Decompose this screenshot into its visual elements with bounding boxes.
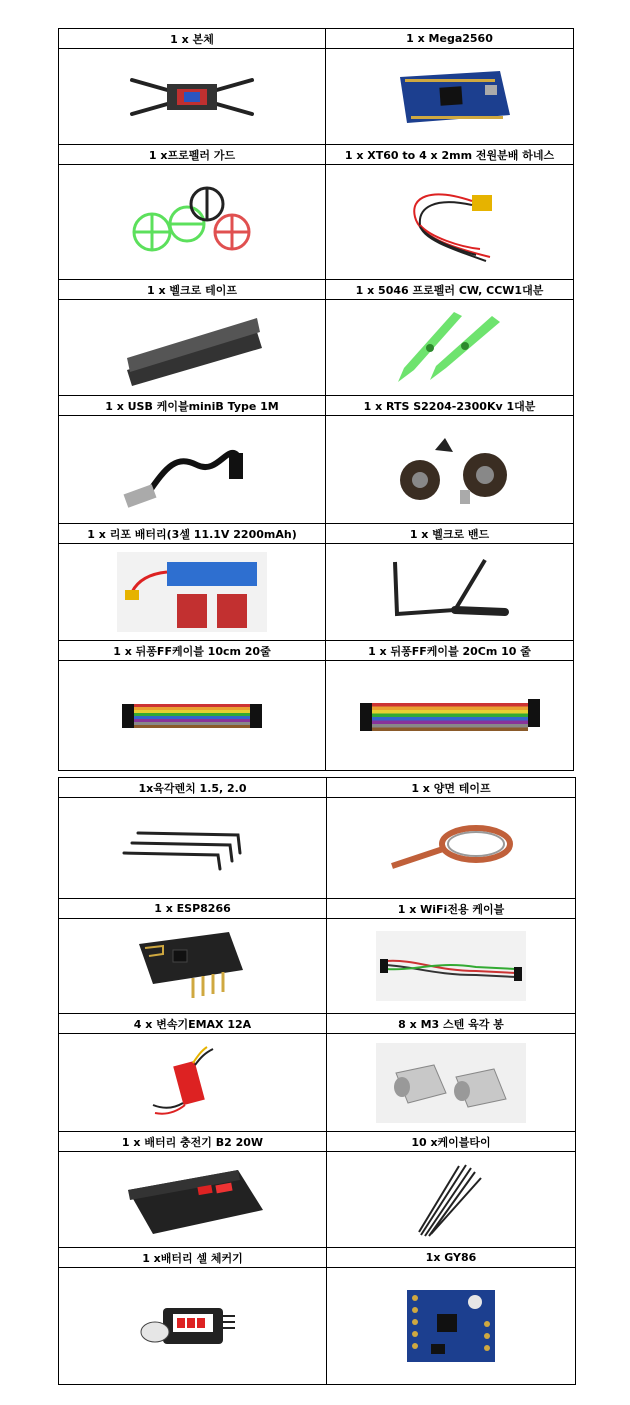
part-label: 1 x Mega2560	[326, 29, 574, 49]
part-image-cell	[59, 300, 326, 396]
esp8266-module-icon	[133, 926, 253, 1006]
part-label: 1 x 뒤퐁FF케이블 10cm 20줄	[59, 641, 326, 661]
part-label: 1 x RTS S2204-2300Kv 1대분	[326, 396, 574, 416]
part-label: 4 x 변속기EMAX 12A	[59, 1014, 327, 1034]
part-label: 1 x 배터리 충전기 B2 20W	[59, 1132, 327, 1152]
gy86-sensor-icon	[401, 1284, 501, 1368]
part-image-cell	[327, 1152, 576, 1248]
part-image-cell	[59, 661, 326, 771]
part-image-cell	[59, 1034, 327, 1132]
wifi-cable-icon	[376, 931, 526, 1001]
part-image-cell	[59, 544, 326, 641]
part-image-cell	[326, 416, 574, 524]
propeller-icon	[390, 308, 510, 388]
velcro-tape-icon	[117, 308, 267, 388]
lipo-battery-icon	[117, 552, 267, 632]
part-image-cell	[326, 661, 574, 771]
dupont-cable-icon	[122, 696, 262, 736]
double-sided-tape-icon	[386, 818, 516, 878]
part-label: 1x육각렌치 1.5, 2.0	[59, 778, 327, 798]
part-image-cell	[327, 1034, 576, 1132]
quadcopter-frame-icon	[122, 62, 262, 132]
usb-cable-icon	[117, 425, 267, 515]
esc-icon	[143, 1043, 243, 1123]
part-label: 1 x배터리 셀 체커기	[59, 1248, 327, 1268]
part-label: 1 x ESP8266	[59, 899, 327, 919]
part-image-cell	[59, 165, 326, 280]
part-label: 1 x 벨크로 테이프	[59, 280, 326, 300]
part-image-cell	[59, 1268, 327, 1385]
part-image-cell	[326, 300, 574, 396]
part-label: 10 x케이블타이	[327, 1132, 576, 1152]
part-label: 1 x 벨크로 밴드	[326, 524, 574, 544]
hex-wrench-icon	[118, 823, 268, 873]
part-image-cell	[326, 49, 574, 145]
part-image-cell	[327, 798, 576, 899]
part-label: 1 x프로펠러 가드	[59, 145, 326, 165]
dupont-cable-wide-icon	[360, 695, 540, 737]
part-image-cell	[326, 544, 574, 641]
part-label: 1 x XT60 to 4 x 2mm 전원분배 하네스	[326, 145, 574, 165]
power-harness-icon	[390, 177, 510, 267]
part-label: 1 x 본체	[59, 29, 326, 49]
cable-tie-icon	[411, 1160, 491, 1240]
part-image-cell	[59, 49, 326, 145]
part-label: 1 x 리포 배터리(3셀 11.1V 2200mAh)	[59, 524, 326, 544]
battery-charger-icon	[118, 1160, 268, 1240]
part-label: 1 x WiFi전용 케이블	[327, 899, 576, 919]
part-image-cell	[326, 165, 574, 280]
part-label: 1 x USB 케이블miniB Type 1M	[59, 396, 326, 416]
part-image-cell	[59, 416, 326, 524]
part-image-cell	[327, 919, 576, 1014]
part-label: 1x GY86	[327, 1248, 576, 1268]
cell-checker-icon	[123, 1286, 263, 1366]
velcro-band-icon	[385, 552, 515, 632]
mega2560-board-icon	[385, 67, 515, 127]
part-image-cell	[59, 919, 327, 1014]
part-label: 1 x 양면 테이프	[327, 778, 576, 798]
part-label: 1 x 5046 프로펠러 CW, CCW1대분	[326, 280, 574, 300]
part-image-cell	[59, 798, 327, 899]
propeller-guard-icon	[122, 182, 262, 262]
brushless-motor-icon	[375, 430, 525, 510]
part-image-cell	[59, 1152, 327, 1248]
parts-table-2	[58, 777, 576, 1385]
parts-table-1	[58, 28, 574, 771]
part-image-cell	[327, 1268, 576, 1385]
part-label: 1 x 뒤퐁FF케이블 20Cm 10 줄	[326, 641, 574, 661]
hex-standoff-icon	[376, 1043, 526, 1123]
part-label: 8 x M3 스텐 육각 봉	[327, 1014, 576, 1034]
